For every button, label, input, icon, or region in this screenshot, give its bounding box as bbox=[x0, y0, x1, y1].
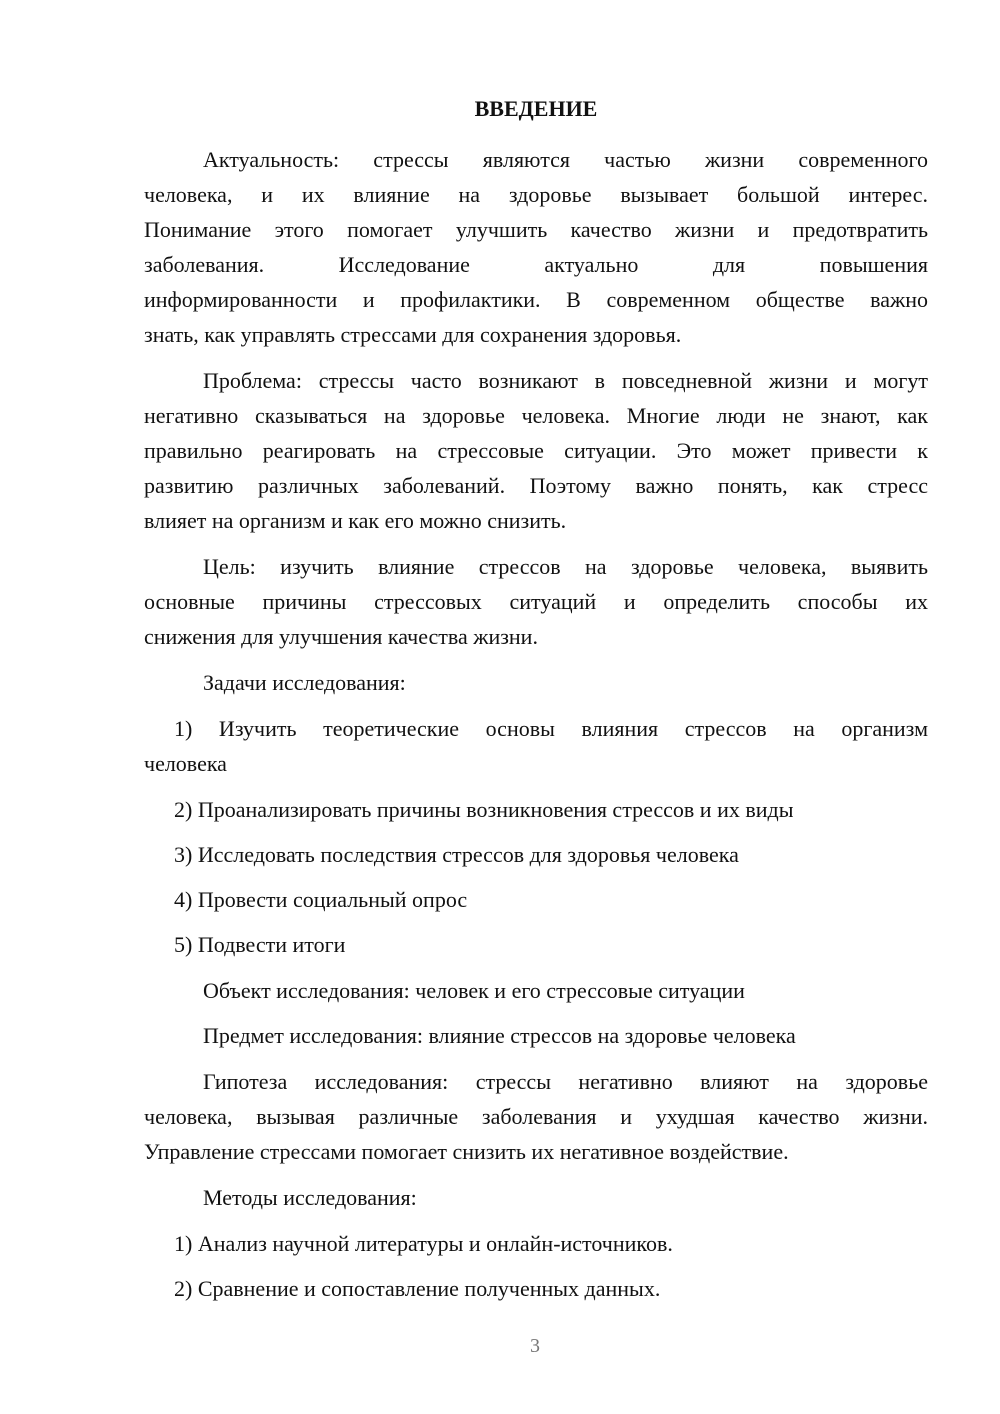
goal-line: Цель: изучить влияние стрессов на здоровье человека, выявить bbox=[203, 554, 928, 579]
hypothesis-line: Управление стрессами помогает снизить их негативное воздействие. bbox=[144, 1139, 789, 1164]
relevance-line: знать, как управлять стрессами для сохранения здоровья. bbox=[144, 322, 682, 347]
section-heading: ВВЕДЕНИЕ bbox=[474, 96, 598, 121]
relevance-line: человека, и их влияние на здоровье вызывает большой интерес. bbox=[144, 182, 928, 207]
method-item: 2) Сравнение и сопоставление полученных данных. bbox=[174, 1276, 661, 1301]
relevance-line: информированности и профилактики. В современном обществе важно bbox=[144, 287, 928, 312]
hypothesis-line: человека, вызывая различные заболевания и ухудшая качество жизни. bbox=[144, 1104, 928, 1129]
task-item: 4) Провести социальный опрос bbox=[174, 887, 468, 912]
relevance-line: Актуальность: стрессы являются частью жизни современного bbox=[203, 147, 928, 172]
research-subject: Предмет исследования: влияние стрессов на здоровье человека bbox=[203, 1023, 796, 1048]
task-item: 2) Проанализировать причины возникновения стрессов и их виды bbox=[174, 797, 794, 822]
task-item: 3) Исследовать последствия стрессов для здоровья человека bbox=[174, 842, 739, 867]
relevance-line: Понимание этого помогает улучшить качество жизни и предотвратить bbox=[144, 217, 928, 242]
relevance-line: заболевания. Исследование актуально для повышения bbox=[144, 252, 928, 277]
hypothesis-line: Гипотеза исследования: стрессы негативно влияют на здоровье bbox=[203, 1069, 928, 1094]
goal-line: основные причины стрессовых ситуаций и определить способы их bbox=[144, 589, 928, 614]
task-item: 5) Подвести итоги bbox=[174, 932, 346, 957]
methods-heading: Методы исследования: bbox=[203, 1185, 417, 1210]
problem-line: негативно сказываться на здоровье человека. Многие люди не знают, как bbox=[144, 403, 928, 428]
task-item: 1) Изучить теоретические основы влияния стрессов на организм bbox=[174, 716, 928, 741]
page-number: 3 bbox=[530, 1335, 540, 1357]
tasks-heading: Задачи исследования: bbox=[203, 670, 406, 695]
problem-line: Проблема: стрессы часто возникают в повседневной жизни и могут bbox=[203, 368, 928, 393]
goal-line: снижения для улучшения качества жизни. bbox=[144, 624, 538, 649]
task-item-continuation: человека bbox=[144, 751, 227, 776]
method-item: 1) Анализ научной литературы и онлайн-источников. bbox=[174, 1231, 673, 1256]
problem-line: правильно реагировать на стрессовые ситуации. Это может привести к bbox=[144, 438, 928, 463]
research-object: Объект исследования: человек и его стрессовые ситуации bbox=[203, 978, 745, 1003]
problem-line: влияет на организм и как его можно снизить. bbox=[144, 508, 567, 533]
problem-line: развитию различных заболеваний. Поэтому важно понять, как стресс bbox=[144, 473, 928, 498]
